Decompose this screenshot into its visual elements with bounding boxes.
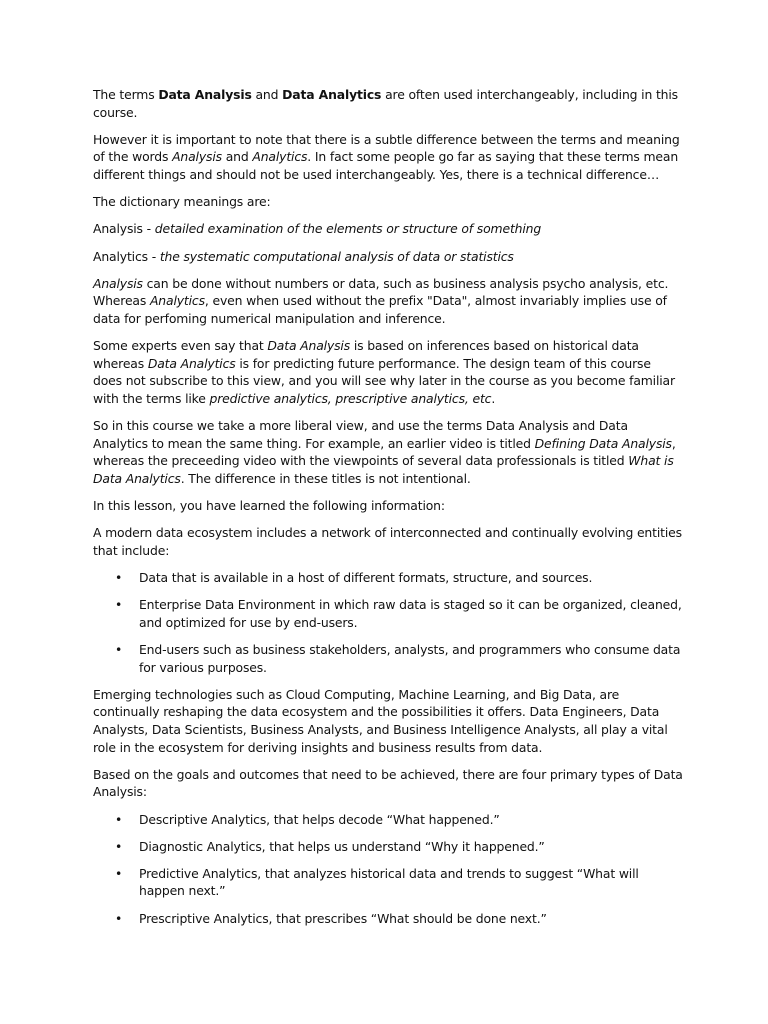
lesson-summary-intro: In this lesson, you have learned the following information: bbox=[93, 498, 445, 514]
term-data-analysis: Data Analysis bbox=[158, 87, 252, 102]
experts-paragraph bbox=[93, 337, 683, 407]
list-item-text: Prescriptive Analytics, that prescribes “What should be done next.” bbox=[139, 910, 547, 926]
text-run: and bbox=[251, 87, 283, 102]
list-item-text: Data that is available in a host of different formats, structure, and sources. bbox=[139, 570, 593, 585]
italic-title: What is Data Analytics bbox=[93, 453, 674, 486]
text-run: However it is important to note that there is a subtle difference between the terms and meaning of the words bbox=[93, 131, 680, 165]
text-run: . In fact some people go far as saying that these terms mean different things and should not be used interchangeably. Yes, there is a technical difference… bbox=[93, 149, 679, 182]
list-item bbox=[93, 811, 683, 829]
text-run: So in this course we take a more liberal view, and use the terms Data Analysis and Data Analytics to mean the same thing. For example, an earlier video is titled bbox=[93, 418, 628, 451]
intro-paragraph bbox=[93, 86, 683, 121]
text-run: , even when used without the prefix "Data", almost invariably implies use of data for perfoming numerical manipulation and inference. bbox=[93, 293, 667, 326]
bullet-icon: • bbox=[115, 641, 123, 657]
list-item-text: End-users such as business stakeholders, analysts, and programmers who consume data for various purposes. bbox=[139, 641, 681, 675]
list-item bbox=[93, 910, 683, 928]
definition-analysis bbox=[93, 220, 683, 238]
bullet-icon: • bbox=[115, 811, 123, 827]
analysis-vs-analytics-paragraph bbox=[93, 275, 683, 328]
list-item bbox=[93, 865, 683, 900]
list-item-text: Descriptive Analytics, that helps decode “What happened.” bbox=[139, 811, 500, 827]
emerging-technologies-paragraph: Emerging technologies such as Cloud Computing, Machine Learning, and Big Data, are continually reshaping the data ecosystem and the possibilities it offers. Data Engineers, Data Analysts, Data Scientists, Business Analysts, and Business Intelligence Analysts, all play a vital role in the ecosystem for deriving insights and business results from data. bbox=[93, 686, 668, 755]
text-run: can be done without numbers or data, such as business analysis psycho analysis, etc. Whereas bbox=[93, 275, 669, 309]
text-run: , whereas the preceeding video with the viewpoints of several data professionals is titled bbox=[93, 435, 676, 469]
text-run: Some experts even say that bbox=[93, 338, 268, 354]
definition-meaning: the systematic computational analysis of data or statistics bbox=[159, 248, 514, 264]
bullet-icon: • bbox=[115, 570, 123, 585]
bullet-icon: • bbox=[115, 865, 123, 881]
document-page bbox=[93, 86, 683, 937]
text-run: is based on inferences based on historical data whereas bbox=[93, 338, 639, 371]
italic-term: Analytics bbox=[149, 293, 205, 309]
liberal-view-paragraph bbox=[93, 417, 683, 487]
ecosystem-entities-list bbox=[93, 569, 683, 676]
list-item bbox=[93, 838, 683, 856]
text-run: . bbox=[491, 390, 496, 406]
list-item-text: Predictive Analytics, that analyzes historical data and trends to suggest “What will happen next.” bbox=[139, 865, 639, 899]
bullet-icon: • bbox=[115, 910, 123, 926]
italic-term: Analytics bbox=[252, 149, 308, 165]
dictionary-intro: The dictionary meanings are: bbox=[93, 194, 271, 210]
list-item bbox=[93, 596, 683, 631]
text-run: are often used interchangeably, including in this course. bbox=[93, 87, 678, 120]
definition-analytics bbox=[93, 248, 683, 266]
definition-meaning: detailed examination of the elements or structure of something bbox=[154, 221, 542, 237]
ecosystem-paragraph: A modern data ecosystem includes a network of interconnected and continually evolving entities that include: bbox=[93, 525, 682, 558]
bullet-icon: • bbox=[115, 838, 123, 854]
list-item-text: Diagnostic Analytics, that helps us understand “Why it happened.” bbox=[139, 838, 545, 854]
italic-term: Data Analytics bbox=[147, 355, 236, 371]
analysis-types-list bbox=[93, 811, 683, 928]
definition-term: Analytics - bbox=[93, 248, 160, 264]
list-item bbox=[93, 641, 683, 676]
bullet-icon: • bbox=[115, 597, 123, 613]
italic-title: Defining Data Analysis bbox=[534, 435, 672, 451]
list-item-text: Enterprise Data Environment in which raw data is staged so it can be organized, cleaned, and optimized for use by end-users. bbox=[139, 597, 682, 630]
list-item bbox=[93, 569, 683, 587]
italic-term: Analysis bbox=[172, 149, 222, 165]
term-data-analytics: Data Analytics bbox=[282, 87, 382, 102]
text-run: and bbox=[221, 149, 253, 165]
italic-term: Data Analysis bbox=[267, 338, 351, 354]
difference-paragraph bbox=[93, 131, 683, 184]
italic-term: predictive analytics, prescriptive analytics, etc bbox=[209, 390, 492, 406]
text-run: is for predicting future performance. The design team of this course does not subscribe to this view, and you will see why later in the course as you become familiar with the terms like bbox=[93, 355, 675, 406]
definition-term: Analysis - bbox=[93, 221, 155, 237]
types-intro-paragraph: Based on the goals and outcomes that need to be achieved, there are four primary types of Data Analysis: bbox=[93, 766, 683, 800]
text-run: . The difference in these titles is not intentional. bbox=[180, 470, 471, 486]
text-run: The terms bbox=[93, 87, 159, 102]
italic-term: Analysis bbox=[93, 275, 143, 291]
